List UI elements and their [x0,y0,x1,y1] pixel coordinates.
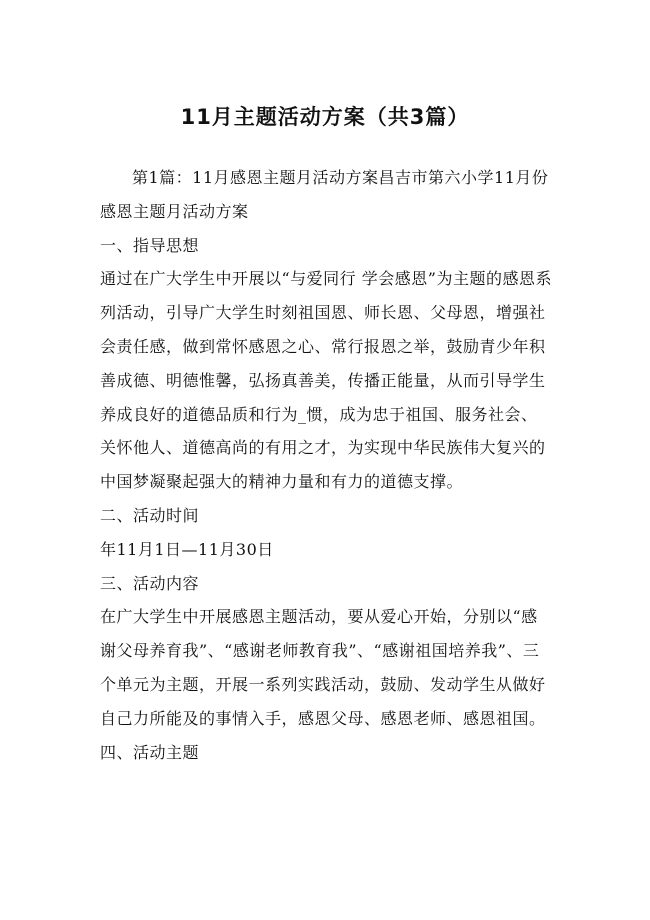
section-heading-activity-theme: 四、活动主题 [100,742,200,762]
document-body [100,161,552,769]
document-title: 11月主题活动方案（共3篇） [180,105,470,129]
activity-content-paragraph: 在广大学生中开展感恩主题活动，要从爱心开始，分别以“感谢父母养育我”、“感谢老师教育我”、“感谢祖国培养我”、三个单元为主题，开展一系列实践活动，鼓励、发动学生从做好自己力所能及的事情入手，感恩父母、感恩老师、感恩祖国。 [100,607,546,728]
section-heading-activity-content: 三、活动内容 [100,573,200,593]
section-heading-activity-time: 二、活动时间 [100,505,200,525]
intro-paragraph: 第1篇：11月感恩主题月活动方案昌吉市第六小学11月份感恩主题月活动方案 [100,168,549,221]
activity-time-text: 年11月1日—11月30日 [100,539,274,559]
guiding-ideology-paragraph: 通过在广大学生中开展以“与爱同行 学会感恩”为主题的感恩系列活动，引导广大学生时刻祖国恩、师长恩、父母恩，增强社会责任感，做到常怀感恩之心、常行报恩之举，鼓励青少年积善成德、明德惟馨，弘扬真善美，传播正能量，从而引导学生养成良好的道德品质和行为_惯，成为忠于祖国、服务社会、关怀他人、道德高尚的有用之才，为实现中华民族伟大复兴的中国梦凝聚起强大的精神力量和有力的道德支撑。 [100,269,552,492]
section-heading-guiding-ideology: 一、指导思想 [100,235,200,255]
